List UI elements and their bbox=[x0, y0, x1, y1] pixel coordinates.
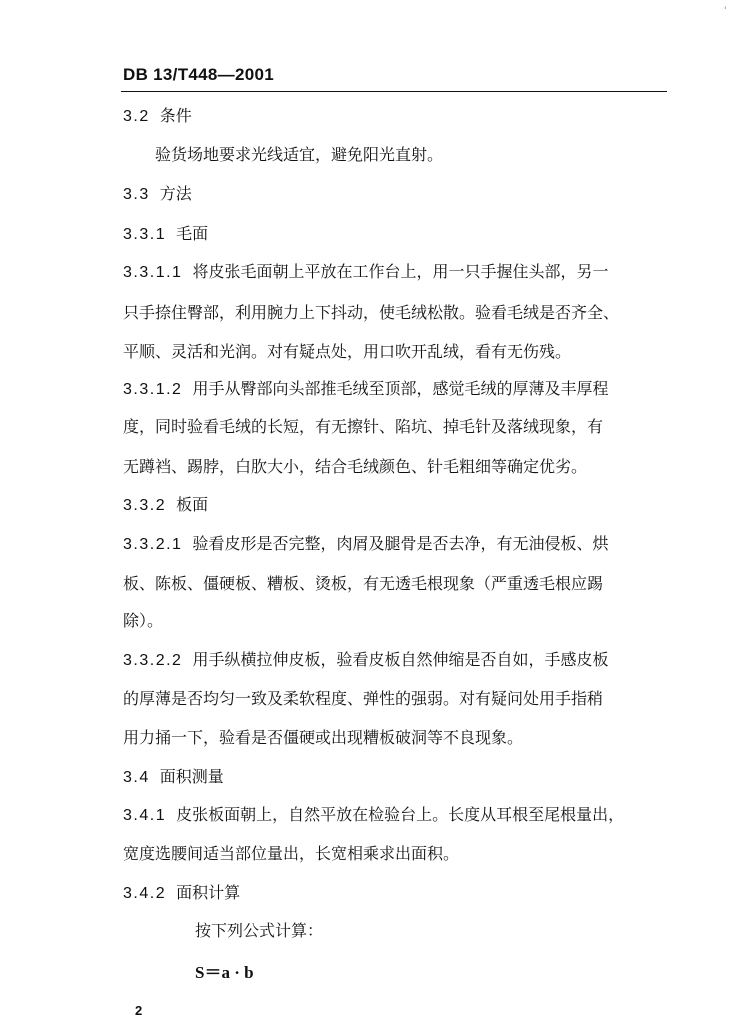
clause-number: 3.3.2.1 bbox=[123, 536, 183, 553]
paragraph-line bbox=[123, 416, 603, 438]
clause-number: 3.4.1 bbox=[123, 807, 167, 824]
section-number: 3.3.2 bbox=[123, 497, 167, 514]
clause-3-3-1-2 bbox=[123, 378, 608, 401]
paragraph-line bbox=[123, 302, 619, 324]
paragraph-text: 用手从臀部向头部推毛绒至顶部，感觉毛绒的厚薄及丰厚程 bbox=[192, 379, 609, 398]
paragraph-text: 除）。 bbox=[123, 611, 164, 630]
paragraph-line bbox=[123, 610, 163, 632]
paragraph-text: 验看皮形是否完整，肉屑及腿骨是否去净，有无油侵板、烘 bbox=[192, 534, 609, 553]
paragraph-text: 的厚薄是否均匀一致及柔软程度、弹性的强弱。对有疑问处用手指稍 bbox=[123, 689, 604, 708]
standard-code: DB 13/T448—2001 bbox=[123, 65, 274, 84]
section-title: 面积计算 bbox=[176, 883, 241, 902]
paragraph-line bbox=[123, 341, 571, 363]
paragraph-text: 用力捅一下，验看是否僵硬或出现糟板破洞等不良现象。 bbox=[123, 728, 524, 747]
paragraph-line bbox=[155, 144, 443, 166]
section-number: 3.4 bbox=[123, 769, 150, 786]
section-number: 3.3 bbox=[123, 186, 150, 203]
paragraph-text: 只手捺住臀部，利用腕力上下抖动，使毛绒松散。验看毛绒是否齐全、 bbox=[123, 303, 620, 322]
clause-3-3-1-1 bbox=[123, 261, 608, 284]
section-heading-3-4-2 bbox=[123, 882, 240, 905]
section-heading-3-4 bbox=[123, 766, 224, 789]
section-title: 条件 bbox=[159, 106, 192, 125]
clause-number: 3.3.2.2 bbox=[123, 652, 183, 669]
paragraph-line bbox=[123, 727, 523, 749]
section-heading-3-3 bbox=[123, 183, 192, 206]
paragraph-line bbox=[123, 456, 587, 478]
clause-3-3-2-1 bbox=[123, 533, 608, 556]
paragraph-line bbox=[123, 843, 459, 865]
section-title: 方法 bbox=[159, 184, 192, 203]
section-title: 板面 bbox=[176, 495, 209, 514]
header-rule bbox=[121, 91, 667, 92]
clause-3-4-1 bbox=[123, 804, 624, 827]
section-number: 3.4.2 bbox=[123, 885, 167, 902]
corner-mark: ' bbox=[724, 6, 727, 16]
section-heading-3-2 bbox=[123, 105, 192, 128]
clause-number: 3.3.1.2 bbox=[123, 381, 183, 398]
paragraph-line bbox=[123, 688, 603, 710]
page-number: 2 bbox=[135, 1003, 143, 1018]
section-heading-3-3-1 bbox=[123, 223, 208, 246]
section-title: 面积测量 bbox=[159, 767, 224, 786]
paragraph-text: 无蹲裆、踢脖，白肷大小，结合毛绒颜色、针毛粗细等确定优劣。 bbox=[123, 457, 588, 476]
area-formula: S＝a · b bbox=[195, 963, 254, 982]
clause-3-3-2-2 bbox=[123, 649, 608, 672]
paragraph-text: 验货场地要求光线适宜，避免阳光直射。 bbox=[155, 145, 444, 164]
paragraph-text: 用手纵横拉伸皮板，验看皮板自然伸缩是否自如，手感皮板 bbox=[192, 650, 609, 669]
section-heading-3-3-2 bbox=[123, 494, 208, 517]
section-title: 毛面 bbox=[176, 224, 209, 243]
paragraph-text: 平顺、灵活和光润。对有疑点处，用口吹开乱绒，看有无伤残。 bbox=[123, 342, 572, 361]
paragraph-text: 按下列公式计算： bbox=[195, 921, 324, 940]
section-number: 3.2 bbox=[123, 108, 150, 125]
paragraph-text: 宽度选腰间适当部位量出，长宽相乘求出面积。 bbox=[123, 844, 460, 863]
paragraph-text: 度，同时验看毛绒的长短，有无擦针、陷坑、掉毛针及落绒现象，有 bbox=[123, 417, 604, 436]
section-number: 3.3.1 bbox=[123, 226, 167, 243]
clause-number: 3.3.1.1 bbox=[123, 264, 183, 281]
paragraph-line bbox=[123, 573, 603, 595]
paragraph-text: 板、陈板、僵硬板、糟板、烫板，有无透毛根现象（严重透毛根应踢 bbox=[123, 574, 604, 593]
paragraph-text: 将皮张毛面朝上平放在工作台上，用一只手握住头部，另一 bbox=[192, 262, 609, 281]
formula-intro bbox=[195, 920, 323, 942]
paragraph-text: 皮张板面朝上，自然平放在检验台上。长度从耳根至尾根量出， bbox=[176, 805, 625, 824]
